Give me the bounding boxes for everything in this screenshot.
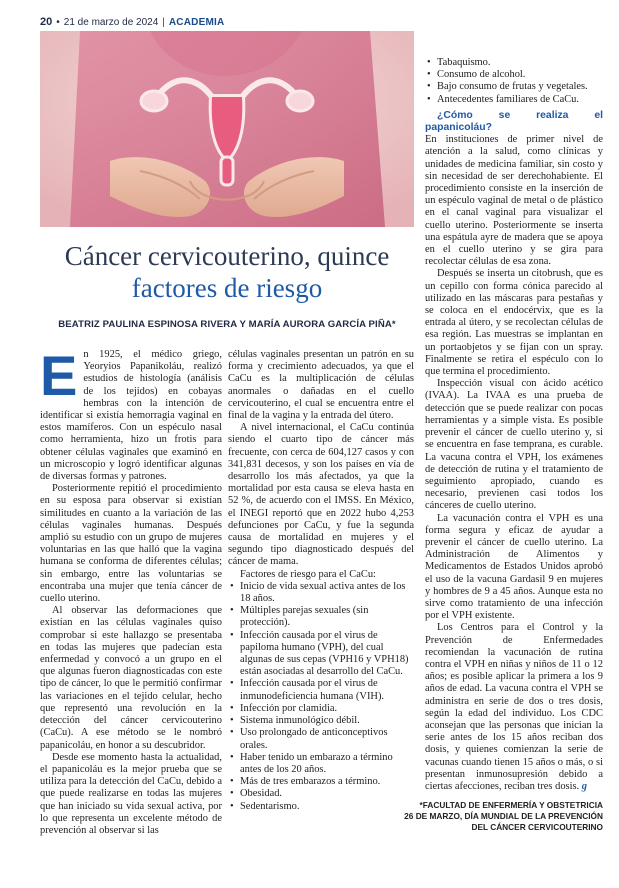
column-1 — [40, 344, 223, 837]
title-line-2: factores de riesgo — [131, 273, 323, 303]
list-item: • Consumo de alcohol. — [425, 69, 603, 81]
list-item: • Más de tres embarazos a término. — [228, 776, 414, 788]
paragraph: Posteriormente repitió el procedimiento en su esposa para observar si existían similitudes en cuanto a la variación de las células vaginales humanas. Después amplió su estudio con un grupo de mujeres voluntarias en las que halló que la vagina humana se conforma de diferentes células; sin embargo, entre las voluntarias se encontraba una mujer que tenía cáncer de cuello uterino. — [40, 483, 222, 605]
list-item: • Inicio de vida sexual activa antes de los 18 años. — [228, 581, 414, 605]
paragraph: A nivel internacional, el CaCu continúa siendo el cuarto tipo de cáncer más frecuente, con cerca de 604,127 casos y con 341,831 decesos, y son los países en vía de desarrollo los más afectados, ya que la mortalidad por esta causa se eleva hasta en 52 %, de acuerdo con el IMSS. En México, el INEGI reportó que en 2022 hubo 4,253 defunciones por CaCu, y fue la segunda causa de mortalidad en mujeres y el segundo tipo diagnosticado después del cáncer de mama. — [228, 422, 414, 568]
drop-cap: E — [40, 344, 78, 407]
paragraph: En instituciones de primer nivel de atención a la salud, como clínicas y unidades de medicina familiar, sin costo y sin necesidad de ser derechohabiente. El procedimiento consiste en la inserción de un espéculo vaginal de metal o de plástico en el canal vaginal para visualizar el cuello uterino. Posteriormente se inserta una espátula ayre de madera que se apoya en el cuello uterino y se gira para recolectar células de esa zona. — [425, 134, 603, 268]
byline: BEATRIZ PAULINA ESPINOSA RIVERA Y MARÍA AURORA GARCÍA PIÑA* — [58, 319, 396, 330]
paragraph: Al observar las deformaciones que existían en las células vaginales quiso comprobar si este hallazgo se presentaba en todas las mujeres que padecían esta enfermedad y convocó a un grupo en el que algunas fueron diagnosticadas con este tipo de cáncer, lo que le permitió confirmar las variaciones en el tejido celular, hecho que representó una revolución en la detección del cáncer cervicouterino (CaCu). A ese método se le nombró papanicoláu, en honor a su descubridor. — [40, 605, 222, 751]
list-item: • Antecedentes familiares de CaCu. — [425, 94, 603, 106]
header-separator: | — [162, 17, 165, 28]
article-title — [40, 240, 414, 304]
uterus-illustration-icon — [40, 31, 414, 227]
list-item: • Bajo consumo de frutas y vegetales. — [425, 81, 603, 93]
factors-intro: Factores de riesgo para el CaCu: — [240, 568, 376, 580]
end-mark-icon: g — [581, 780, 588, 792]
intro-text: n 1925, el médico griego, Yeoryios Papanikoláu, realizó estudios de histología (análisis de los tejidos) en cobayas hembras con la intención de identificar si existía hemorragia vaginal en estos mamíferos. Con un espéculo nasal como herramienta, hizo un frotis para obtener células vaginales que examinó en un microscopio y logró identificar algunas de diversas formas y patrones. — [40, 349, 222, 483]
section-name: ACADEMIA — [168, 17, 225, 28]
paragraph: células vaginales presentan un patrón en su forma y crecimiento adecuados, ya que el CaCu es la multiplicación de células anormales o dañadas en el cuello cervicouterino, el cual se encuentra entre el final de la vagina y la entrada del útero. — [228, 349, 414, 422]
list-item: • Tabaquismo. — [425, 57, 603, 69]
header-bullet: • — [56, 17, 60, 28]
issue-date: 21 de marzo de 2024 — [63, 17, 159, 28]
list-item: • Sistema inmunológico débil. — [228, 715, 414, 727]
paragraph: Desde ese momento hasta la actualidad, el papanicoláu es la mejor prueba que se utiliza para la detección del CaCu, debido a que puede realizarse en todas las mujeres que han iniciado su vida sexual activa, por lo que representa un excelente método de prevención al observar si las — [40, 751, 223, 836]
footnote-line-2: 26 DE MARZO, DÍA MUNDIAL DE LA PREVENCIÓN — [404, 811, 603, 821]
paragraph: Después se inserta un citobrush, que es un cepillo con forma cónica parecido al utilizado en las máscaras para pestañas y se coloca en el endocérvix, que es la entrada al útero, y se recolectan células de esa región. Las muestras se implantan en un portaobjetos y se fijan con un spray. Finalmente se retira el espéculo con lo que termina el procedimiento. — [425, 268, 603, 378]
list-item: • Infección causada por el virus de inmunodeficiencia humana (VIH). — [228, 678, 414, 702]
article-photo — [40, 31, 414, 227]
paragraph: Inspección visual con ácido acético (IVAA). La IVAA es una prueba de detección que se puede realizar con pocas herramientas y a simple vista. Es posible prevenir el cáncer de cuello uterino y, si se encuentra en fase temprana, es curable. La vacuna contra el VPH, los exámenes de detección de rutina y el tratamiento de seguimiento apropiado, cuando es necesario, previenen casi todos los cánceres de cuello uterino. — [425, 378, 603, 512]
title-line-1: Cáncer cervicouterino, quince — [64, 241, 390, 271]
final-text: Los Centros para el Control y la Prevención de Enfermedades recomiendan la vacunación de rutina contra el VPH en niñas y niños de 11 o 12 años; es posible aplicar la primera a los 9 años de edad. La vacuna contra el VPH se administra en serie de dos o tres dosis, según la edad del individuo. Los CDC aconsejan que las personas que inician la serie antes de los 15 años reciban dos dosis, y quienes comienzan la serie de vacunas cuando tienen 15 años o más, o si presentan inmunosupresión debido a ciertas afecciones, reciban tres dosis. — [425, 622, 603, 792]
list-item: • Haber tenido un embarazo a término antes de los 20 años. — [228, 752, 414, 776]
risk-factors-list — [228, 581, 414, 813]
risk-factors-list-continued — [425, 57, 603, 106]
page-header — [40, 16, 224, 30]
page-number: 20 — [40, 16, 53, 28]
column-2 — [228, 349, 414, 813]
list-item: • Infección por clamidia. — [228, 703, 414, 715]
paragraph-intro — [40, 344, 222, 483]
list-item: • Uso prolongado de anticonceptivos orales. — [228, 727, 414, 751]
list-item: • Sedentarismo. — [228, 801, 414, 813]
paragraph: La vacunación contra el VPH es una forma segura y eficaz de ayudar a prevenir el cáncer de cuello uterino. La Administración de Alimentos y Medicamentos de Estados Unidos aprobó el uso de la vacuna Gardasil 9 en mujeres y hombres de 9 a 45 años. Aunque esta no sirve como tratamiento de una infección por el VPH existente. — [425, 512, 603, 622]
author-footnote — [403, 800, 603, 833]
list-item: • Infección causada por el virus de papiloma humano (VPH), del cual algunas de sus cepas (VPH16 y VPH18) están asociadas al desarrollo del CaCu. — [228, 630, 414, 679]
list-item: • Obesidad. — [228, 788, 414, 800]
list-item: • Múltiples parejas sexuales (sin protección). — [228, 605, 414, 629]
column-3 — [425, 57, 603, 793]
footnote-line-3: DEL CÁNCER CERVICOUTERINO — [471, 822, 603, 832]
footnote-line-1: *FACULTAD DE ENFERMERÍA Y OBSTETRICIA — [419, 800, 603, 810]
section-subheading: ¿Cómo se realiza el papanicoláu? — [425, 109, 603, 134]
paragraph-final — [425, 622, 603, 793]
